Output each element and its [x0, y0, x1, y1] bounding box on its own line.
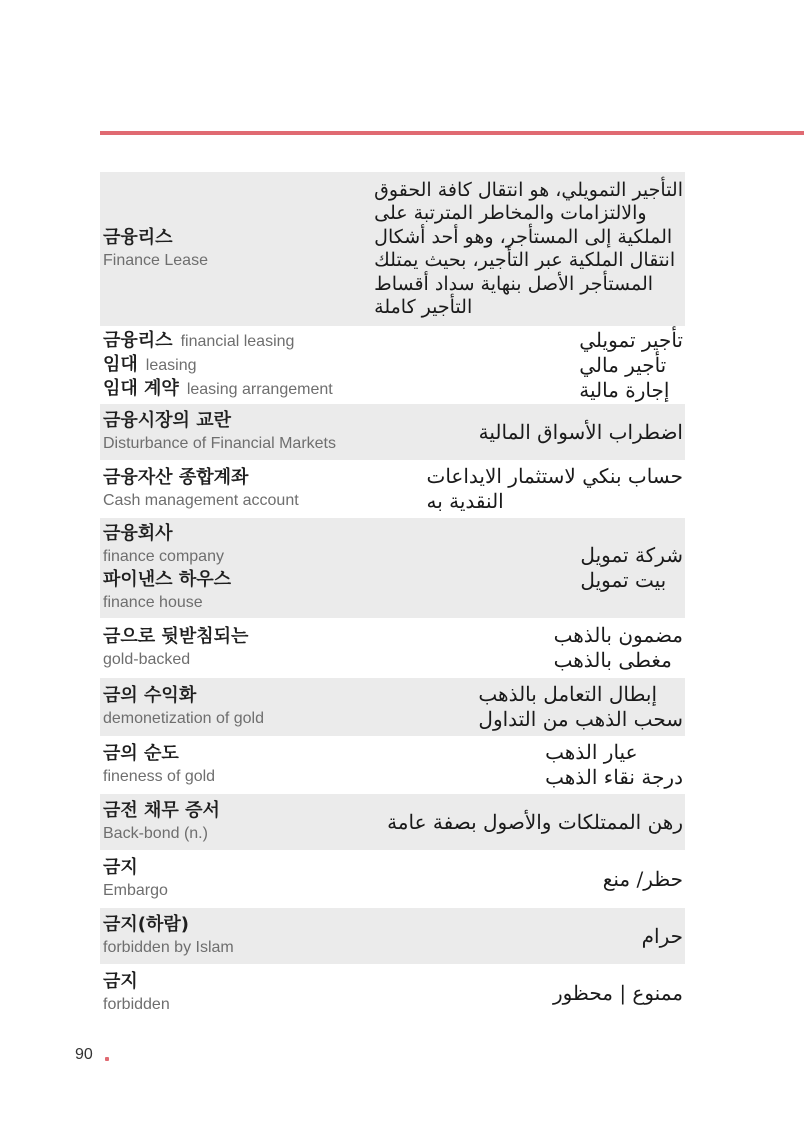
english-term: Embargo — [103, 882, 168, 899]
arabic-line: التأجير التمويلي، هو انتقال كافة الحقوق — [374, 178, 683, 201]
korean-term: 금지 — [103, 857, 138, 878]
arabic-line: التأجير كاملة — [374, 296, 473, 318]
korean-term: 금으로 뒷받침되는 — [103, 626, 249, 647]
arabic-line: عيار الذهب — [545, 740, 638, 764]
table-row — [100, 618, 685, 678]
arabic-line: إبطال التعامل بالذهب — [478, 682, 657, 706]
table-row — [100, 326, 685, 404]
arabic-line: اضطراب الأسواق المالية — [478, 419, 683, 444]
arabic-line: بيت تمويل — [580, 568, 667, 592]
korean-term: 임대 — [103, 354, 138, 375]
korean-term: 금융리스 — [103, 227, 173, 248]
korean-term: 금융리스 — [103, 330, 173, 351]
korean-term: 임대 계약 — [103, 378, 179, 399]
korean-term: 금융자산 종합계좌 — [103, 467, 249, 488]
table-row — [100, 964, 685, 1022]
english-term: forbidden — [103, 996, 170, 1013]
arabic-line: ممنوع | محظور — [552, 980, 683, 1005]
table-row — [100, 794, 685, 850]
table-row — [100, 736, 685, 794]
arabic-line: المستأجر الأصل بنهاية سداد أقساط — [374, 272, 654, 295]
korean-term: 금지 — [103, 971, 138, 992]
english-term: Disturbance of Financial Markets — [103, 435, 336, 452]
table-row — [100, 518, 685, 618]
arabic-line: درجة نقاء الذهب — [545, 765, 683, 789]
page-number-dot — [105, 1057, 109, 1061]
arabic-line: تأجير تمويلي — [579, 327, 683, 352]
arabic-line: النقدية به — [426, 489, 504, 513]
english-term: fineness of gold — [103, 768, 216, 785]
arabic-line: حرام — [641, 923, 683, 948]
term-pair — [103, 377, 333, 401]
korean-term: 금전 채무 증서 — [103, 800, 220, 821]
korean-term: 금융회사 — [103, 523, 173, 544]
arabic-line: والالتزامات والمخاطر المترتبة على — [374, 202, 647, 224]
english-term: finance company — [103, 548, 224, 565]
term-pair — [103, 329, 333, 353]
table-row — [100, 678, 685, 736]
english-term: Back-bond (n.) — [103, 825, 208, 842]
arabic-line: مغطى بالذهب — [553, 648, 672, 672]
english-term: leasing arrangement — [186, 381, 333, 398]
header-rule — [100, 131, 804, 135]
korean-term: 금융시장의 교란 — [103, 410, 231, 431]
english-term: leasing — [145, 357, 197, 374]
table-row — [100, 460, 685, 518]
arabic-line: مضمون بالذهب — [553, 623, 683, 647]
term-pair — [103, 353, 333, 377]
table-row — [100, 850, 685, 908]
table-row — [100, 908, 685, 964]
arabic-line: الملكية إلى المستأجر، وهو أحد أشكال — [374, 225, 673, 248]
korean-term: 파이낸스 하우스 — [103, 569, 231, 590]
table-row — [100, 172, 685, 326]
page-number: 90 — [75, 1046, 93, 1063]
arabic-line: رهن الممتلكات والأصول بصفة عامة — [387, 809, 683, 834]
english-term: finance house — [103, 594, 203, 611]
english-term: Cash management account — [103, 492, 299, 509]
arabic-line: حظر/ منع — [602, 866, 683, 891]
english-term: Finance Lease — [103, 252, 208, 269]
korean-term: 금지(하람) — [103, 914, 190, 935]
english-term: gold-backed — [103, 651, 191, 668]
arabic-line: تأجير مالي — [579, 352, 667, 377]
table-row — [100, 404, 685, 460]
korean-term: 금의 수익화 — [103, 685, 197, 706]
glossary-table — [100, 172, 685, 1022]
english-term: demonetization of gold — [103, 710, 264, 727]
korean-term: 금의 순도 — [103, 743, 179, 764]
english-term: financial leasing — [180, 333, 295, 350]
english-term: forbidden by Islam — [103, 939, 234, 956]
arabic-line: انتقال الملكية عبر التأجير، بحيث يمتلك — [374, 249, 676, 271]
arabic-line: شركة تمويل — [580, 543, 683, 567]
arabic-line: سحب الذهب من التداول — [478, 707, 683, 731]
arabic-line: حساب بنكي لاستثمار الايداعات — [426, 464, 683, 488]
arabic-line: إجارة مالية — [579, 377, 670, 402]
